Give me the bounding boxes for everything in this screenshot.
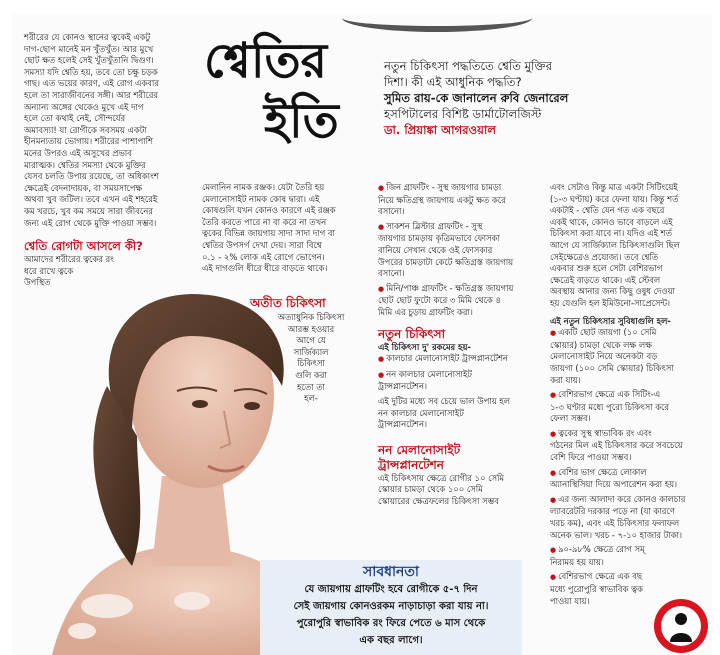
body-line: ক্ষেত্রেই বেদনাদায়ক, বা সময়সাপেক্ষ xyxy=(24,182,143,193)
body-line: (১-৩ ঘণ্টায়) করে ফেলা যায়। কিন্তু শর্ত xyxy=(550,193,679,204)
benefit-item xyxy=(550,544,710,568)
column-3-after xyxy=(378,473,548,508)
benefit-item-line: নিরাময় হয় যায়। xyxy=(550,556,604,567)
body-line: যেসব চলতি উপায় রয়েছে, তা অধিকাংশ xyxy=(24,171,159,182)
graft-method-item-line: জায়গার চামড়ায় কৃত্রিমভাবে ফোসকা xyxy=(378,233,500,244)
body-line: আমাদের শরীরের ত্বকের রং xyxy=(24,254,114,265)
doctor-name: ডা. প্রিয়াঙ্কা আগরওয়াল xyxy=(384,123,497,137)
body-line: ০.১ - ২% লোক এই রোগে ভোগেন। xyxy=(202,251,325,262)
column-4-body xyxy=(550,182,710,310)
graft-method-item-line: বানিয়ে সেখান থেকে ওই ফোসকার xyxy=(378,244,493,255)
body-line: অবস্থায় আনার জন্য কিছু ওষুধ দেওয়া xyxy=(550,286,675,297)
benefit-item xyxy=(550,327,710,386)
body-line: সমস্যা যদি শ্বেতি হয়, তবে তো চক্ষু চড়ক xyxy=(24,66,158,77)
intro-block xyxy=(384,58,704,138)
body-line: গুলি করা xyxy=(295,369,327,380)
body-line: তৈরি করতে পারে না বা করে না তখন xyxy=(202,216,327,227)
body-line: হতো তা xyxy=(297,381,325,392)
subhead-benefits: এই নতুন চিকিৎসার সুবিধাগুলি হল- xyxy=(550,315,671,326)
body-line: হলে তা সারাজীবনের সঙ্গী। আর শরীরের xyxy=(24,89,158,100)
benefit-item-line: ১-৩ ঘণ্টার মধ্যে পুরো চিকিৎসা করে xyxy=(550,401,670,412)
body-line: সার্জিক্যাল xyxy=(293,346,329,357)
body-line: মনের উপরও এই অসুখের প্রভাব xyxy=(24,147,132,158)
benefit-item-line: জায়গা (১০০ সেমি স্কোয়ার) চিকিৎসা xyxy=(550,362,674,373)
benefit-item xyxy=(550,428,710,464)
graft-method-item-line: ছোট ছোট ফুটো করে ৩ মিমি থেকে ৪ xyxy=(378,295,501,306)
body-line: এবং সেটাও কিন্তু মাত্র একটা সিটিংয়েই xyxy=(550,182,678,192)
profile-badge-icon xyxy=(650,596,712,655)
column-3 xyxy=(378,182,548,507)
column-4 xyxy=(550,182,710,610)
benefit-item-line: ● বেশির ভাগ ক্ষেত্রে লোকাল xyxy=(550,467,710,480)
body-line: একই থাকে, কোনও ভাবে বাড়লে এই xyxy=(550,216,673,227)
caution-box xyxy=(260,560,522,655)
body-line: এই দাগগুলি ধীরে ধীরে বাড়তে থাকে। xyxy=(202,263,328,274)
body-line: চিকিৎসা করা যাবে না। যদিও এই শর্ত xyxy=(550,228,672,239)
graft-method-item-line: নিয়ে ক্ষতিগ্রস্থ জায়গায় একটু ক্ষত করে xyxy=(378,194,506,205)
graft-method-item-line: বসানো। xyxy=(378,206,405,217)
treatment-types xyxy=(378,353,548,393)
intro-line-1: নতুন চিকিৎসা পদ্ধতিতে শ্বেতি মুক্তির xyxy=(384,59,552,73)
body-line: ধরে রাখে ত্বকে xyxy=(24,265,74,276)
body-line: ছোট ক্ষত হলেই সেই খুঁতখুঁতানি দ্বিগুণ। xyxy=(24,55,154,66)
body-line: শরীরের যে কোনও স্থানের ত্বকেই একটু xyxy=(24,32,151,42)
benefit-item-line: মেলানোসাইট নিয়ে অনেকটা বড় xyxy=(550,351,658,362)
benefit-item-line: ● এর জন্য আলাদা করে কোনও কালচার xyxy=(550,494,710,507)
benefit-item-line: ● একটি ছোট জায়গা (১০ সেমি xyxy=(550,327,710,340)
benefit-item-line: ● ত্বকের সুস্থ স্বাভাবিক রং এবং xyxy=(550,428,710,441)
body-line: একটাই - শ্বেতি যেন গত এক বছরে xyxy=(550,205,665,216)
body-line: মারাত্মক। শ্বেতির সমস্যা থেকে মুক্তির xyxy=(24,159,146,170)
body-line: কম খরচে, খুব কম সময়ে সারা জীবনের xyxy=(24,205,153,216)
page-curl-shadow xyxy=(342,14,532,32)
benefit-item-line: ● ৯০-৯৮% ক্ষেত্রে রোগ সম্ xyxy=(550,544,710,557)
subhead-non-melanocyte-l2: ট্রান্সপ্লানটেশন xyxy=(378,457,444,472)
caution-line-3: পুরোপুরি স্বাভাবিক রং ফিরে পেতে ৬ মাস থেকে xyxy=(296,618,486,629)
benefit-item-line: অ্যানাস্থিসিয়া দিয়ে অপারেশন করা হয়। xyxy=(550,479,678,490)
body-line: নন কালচার মেলানোসাইট xyxy=(378,407,464,418)
treatment-types-after xyxy=(378,396,548,431)
treatment-type-item-line: ● কালচার মেলানোসাইট ট্রান্সপ্লানটেশন xyxy=(378,353,548,366)
benefit-item-line: খরচ কম), এবং এই চিকিৎসার ফলাফল xyxy=(550,518,680,529)
caution-text xyxy=(260,581,522,649)
newspaper-page xyxy=(12,14,712,655)
body-line: হল- xyxy=(304,393,318,404)
subhead-what-is-vitiligo: শ্বেতি রোগটা আসলে কী? xyxy=(24,239,143,254)
body-line: দাগ-ছোপ মানেই মন খুঁতখুঁত। আর মুখে xyxy=(24,43,154,54)
body-line: স্কোয়ারের ক্ষেত্রফলের চিকিৎসা সম্ভব xyxy=(378,495,499,506)
treatment-type-item-line: ট্রান্সপ্লানটেশন। xyxy=(378,381,427,392)
body-line: অমাবস্যা! যা রোগীকে সবসময় একটা xyxy=(24,124,147,135)
body-line: ক্ষেত্রেই বাড়তে থাকে। এই স্টেবল xyxy=(550,274,661,285)
body-line: আগে যে xyxy=(296,335,326,346)
treatment-type-item xyxy=(378,369,548,393)
graft-method-item xyxy=(378,221,548,280)
body-line: উপস্থিত xyxy=(24,277,51,288)
body-line: স্কোয়ার চামড়া থেকে ১০০ সেমি xyxy=(378,484,483,495)
benefits-list xyxy=(550,327,710,607)
body-line: অন্যান্য অঙ্গের থেকেও মুখে এই দাগ xyxy=(24,101,144,112)
body-line: ত্বকের বিভিন্ন জায়গায় সাদা সাদা দাগ বা xyxy=(202,228,335,239)
column-3-bullets xyxy=(378,182,548,319)
column-1-body xyxy=(24,32,200,229)
benefit-item-line: ফেলা সম্ভব। xyxy=(550,413,591,424)
benefit-item-line: স্কোয়ার) চামড়া থেকে লক্ষ লক্ষ xyxy=(550,339,652,350)
graft-method-item-line: ● জিন গ্রাফটিং - সুস্থ জায়গার চামড়া xyxy=(378,182,548,195)
body-line: হীনমন্যতায় ভোগায়। শরীরের পাশাপাশি xyxy=(24,136,153,147)
column-2 xyxy=(202,182,378,275)
graft-method-item-line: মিমি এর চুড়ায় গ্রাফটিং করা। xyxy=(378,306,473,317)
body-line: কোষগুলি যখন কোনও কারণে এই রঞ্জক xyxy=(202,205,336,216)
body-line: শ্বেতির উপসর্গ দেখা দেয়। সারা বিশ্বে xyxy=(202,239,322,250)
intro-line-2: দিশা। কী এই আধুনিক পদ্ধতি? xyxy=(384,75,522,89)
graft-method-item xyxy=(378,283,548,319)
benefit-item-line: ● বেশিরভাগ ক্ষেত্রে এক বছ xyxy=(550,571,710,584)
graft-method-item-line: ● সাকশন ব্লিস্টার গ্রাফটিং - সুস্থ xyxy=(378,221,548,234)
graft-method-item xyxy=(378,182,548,218)
column-1 xyxy=(24,32,200,289)
intro-line-3: সুমিত রায়-কে জানালেন রুবি জেনারেল xyxy=(384,91,569,105)
caution-line-4: এক বছর লাগে। xyxy=(359,635,423,646)
body-line: হয় যেগুলি হল ইমিউনো-সাপ্রেসেন্ট। xyxy=(550,297,671,308)
body-line: জন্য এই রোগ থেকে মুক্তি পাওয়া সম্ভব। xyxy=(24,217,157,228)
benefit-item-line: করা যায়। xyxy=(550,374,581,385)
treatment-type-item-line: ● নন কালচার মেলানোসাইট xyxy=(378,369,548,382)
benefit-item-line: পাওয়া যায়। xyxy=(550,595,590,606)
body-line: মেলানিন নামক রঞ্জক। যেটা তৈরি হয় xyxy=(202,182,325,192)
subhead-non-melanocyte-l1: নন মেলানোসাইট xyxy=(378,442,461,457)
body-line: অথবা খুব জটিল। তবে এখন এই শহরেই xyxy=(24,194,158,205)
body-line: অত্যাধুনিক চিকিৎসা xyxy=(277,312,345,322)
body-line: আগে যে সার্জিক্যাল চিকিৎসাগুলি ছিল xyxy=(550,239,680,250)
intro-line-4: হসপিটালের বিশিষ্ট ডার্মাটোলজিস্ট xyxy=(384,107,542,121)
benefit-item-line: অনেক ভাল। খরচ - ৭-১০ হাজার টাকা। xyxy=(550,529,682,540)
column-2-body xyxy=(202,182,378,275)
body-line: আরম্ভ হওয়ার xyxy=(287,323,335,334)
new-treatment-lead: এই চিকিৎসা দু' রকমের হয়- xyxy=(378,341,471,352)
body-line: একবার শুরু হলে সেটা বেশিরভাগ xyxy=(550,263,663,274)
graft-method-item-line: ● মিনি/পাঞ্চ গ্রাফটিং - ক্ষতিগ্রস্ত জায়গায় xyxy=(378,283,548,296)
headline-line-2: ইতি xyxy=(264,93,339,149)
body-line: মেলানোসাইট নামক কোষ দ্বারা। এই xyxy=(202,193,320,204)
benefit-item xyxy=(550,494,710,541)
caution-title: সাবধানতা xyxy=(363,564,419,580)
subhead-new-treatment: নতুন চিকিৎসা xyxy=(378,326,446,341)
benefit-item xyxy=(550,467,710,491)
body-line: এই দুটির মধ্যে সব চেয়ে ভাল উপায় হল xyxy=(378,395,510,406)
benefit-item-line: ল্যাবরেটরি দরকার পড়ে না (যা কারণে xyxy=(550,506,675,517)
benefit-item xyxy=(550,389,710,425)
benefit-item-line: ● বেশিরভাগ ক্ষেত্রে এক সিটিং-এ xyxy=(550,389,710,402)
headline-line-1: শ্বেতির xyxy=(204,33,328,89)
treatment-type-item xyxy=(378,353,548,366)
subhead-past-treatment: অতীত চিকিৎসা xyxy=(250,296,326,310)
graft-method-item-line: বসানো। xyxy=(378,268,405,279)
body-line: গাছ। এত ভয়ের কারণ, এই রোগ একবার xyxy=(24,78,159,89)
graft-method-item-line: উপরের চামড়াটা কেটে ক্ষতিগ্রস্ত জায়গায় xyxy=(378,256,514,267)
benefit-item-line: বেশি ফিরে পাওয়া সম্ভব। xyxy=(550,452,632,463)
body-line: চিকিৎসা xyxy=(297,358,325,369)
caution-line-2: সেই জায়গায় কোনওরকম নাড়াচাড়া করা যায় না। xyxy=(293,601,489,612)
benefit-item-line: গঠনের মিল এই চিকিৎসার করে সবচেয়ে xyxy=(550,440,683,451)
body-line: ট্রান্সপ্লানটেশন। xyxy=(378,419,427,430)
body-line: এই চিকিৎসায় ক্ষেত্রে রোগীর ১০ সেমি xyxy=(378,472,505,483)
body-line: সেইক্ষেত্রেও প্রযোজ্য। তবে শ্বেতি xyxy=(550,251,659,262)
benefit-item-line: মধ্যে পুরোপুরি স্বাভাবিক ত্বক xyxy=(550,584,643,594)
body-line: হলে তো কথাই নেই, সৌন্দর্যের xyxy=(24,113,126,124)
caution-line-1: যে জায়গায় গ্রাফটিং হবে রোগীকে ৫-৭ দিন xyxy=(304,584,478,595)
